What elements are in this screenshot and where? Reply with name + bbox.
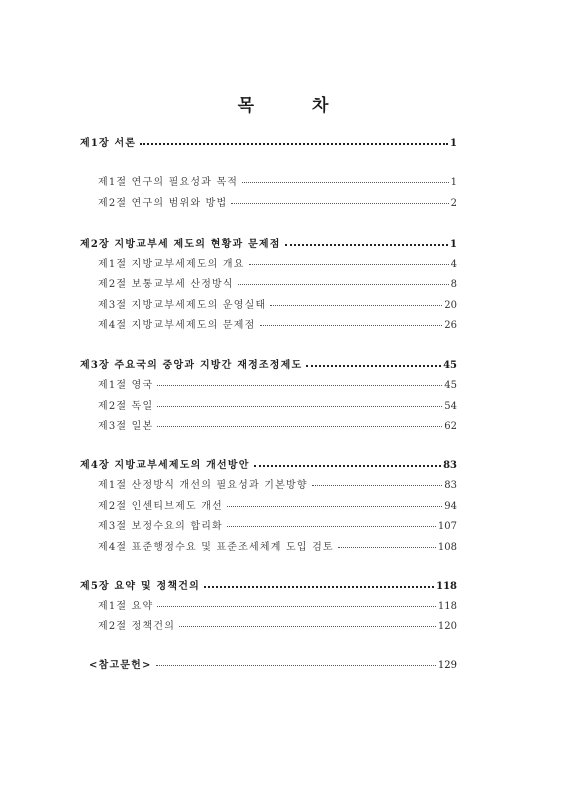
- page-number: 8: [450, 279, 457, 290]
- toc-section-3-1[interactable]: [98, 377, 457, 395]
- chapter-label: 제2장 지방교부세 제도의 현황과 문제점: [80, 239, 281, 250]
- leader-dots: [285, 243, 448, 246]
- section-label: 제1절 연구의 필요성과 목적: [98, 177, 239, 188]
- toc-references[interactable]: [89, 657, 457, 675]
- toc-section-3-2[interactable]: [98, 398, 457, 416]
- toc-chapter-3[interactable]: [80, 357, 457, 375]
- page-number: 54: [444, 401, 457, 412]
- page-number: 62: [444, 421, 457, 432]
- toc-section-4-1[interactable]: [98, 477, 457, 495]
- leader-dots: [157, 405, 442, 407]
- section-label: 제2절 인센티브제도 개선: [98, 501, 223, 512]
- page-number: 94: [444, 501, 457, 512]
- leader-dots: [254, 464, 442, 467]
- page-number: 118: [436, 581, 457, 592]
- section-label: 제3절 보정수요의 합리화: [98, 521, 223, 532]
- section-label: 제4절 지방교부세제도의 문제점: [98, 320, 256, 331]
- leader-dots: [140, 142, 448, 145]
- toc-section-1-2[interactable]: [98, 195, 457, 213]
- toc-chapter-4[interactable]: [80, 457, 457, 475]
- toc-section-4-2[interactable]: [98, 498, 457, 516]
- section-label: 제4절 표준행정수요 및 표준조세체계 도입 검토: [98, 542, 334, 553]
- references-label: <참고문헌>: [89, 660, 152, 671]
- page-number: 1: [450, 239, 457, 250]
- chapter-label: 제5장 요약 및 정책건의: [80, 581, 200, 592]
- page-number: 1: [450, 138, 457, 149]
- page-number: 4: [450, 259, 457, 270]
- leader-dots: [204, 585, 434, 588]
- leader-dots: [312, 484, 443, 486]
- section-label: 제3절 일본: [98, 421, 154, 432]
- section-label: 제2절 연구의 범위와 방법: [98, 198, 228, 209]
- toc-section-1-1[interactable]: [98, 174, 457, 192]
- page-number: 129: [437, 660, 457, 671]
- page-number: 83: [444, 480, 457, 491]
- toc-section-3-3[interactable]: [98, 418, 457, 436]
- leader-dots: [227, 505, 442, 507]
- toc-section-4-3[interactable]: [98, 518, 457, 536]
- leader-dots: [270, 304, 442, 306]
- page-number: 2: [450, 198, 457, 209]
- toc-chapter-5[interactable]: [80, 578, 457, 596]
- page-number: 120: [437, 621, 457, 632]
- leader-dots: [227, 525, 436, 527]
- toc-section-5-1[interactable]: [98, 598, 457, 616]
- page-number: 107: [437, 521, 457, 532]
- toc-section-2-2[interactable]: [98, 276, 457, 294]
- leader-dots: [157, 384, 442, 386]
- page-number: 1: [450, 177, 457, 188]
- leader-dots: [338, 546, 436, 548]
- leader-dots: [242, 181, 448, 183]
- page-number: 45: [444, 380, 457, 391]
- toc-section-4-4[interactable]: [98, 539, 457, 557]
- chapter-label: 제3장 주요국의 중앙과 지방간 재정조정제도: [80, 360, 303, 371]
- section-label: 제1절 영국: [98, 380, 154, 391]
- page-number: 83: [443, 460, 457, 471]
- page-number: 108: [437, 542, 457, 553]
- toc-section-2-4[interactable]: [98, 317, 457, 335]
- section-label: 제2절 정책건의: [98, 621, 176, 632]
- leader-dots: [231, 202, 448, 204]
- page-number: 26: [444, 320, 457, 331]
- chapter-label: 제1장 서론: [80, 138, 137, 149]
- chapter-label: 제4장 지방교부세제도의 개선방안: [80, 460, 250, 471]
- section-label: 제1절 산정방식 개선의 필요성과 기본방향: [98, 480, 308, 491]
- leader-dots: [157, 425, 442, 427]
- toc-chapter-1[interactable]: [80, 135, 457, 153]
- section-label: 제2절 보통교부세 산정방식: [98, 279, 234, 290]
- section-label: 제2절 독일: [98, 401, 154, 412]
- toc-section-2-3[interactable]: [98, 297, 457, 315]
- leader-dots: [179, 625, 436, 627]
- page-number: 20: [444, 300, 457, 311]
- leader-dots: [249, 263, 449, 265]
- leader-dots: [238, 283, 449, 285]
- section-label: 제3절 지방교부세제도의 운영실태: [98, 300, 267, 311]
- section-label: 제1절 요약: [98, 601, 154, 612]
- page-title: 목 차: [237, 96, 355, 116]
- leader-dots: [156, 664, 436, 666]
- page-number: 118: [437, 601, 457, 612]
- page-number: 45: [443, 360, 457, 371]
- leader-dots: [260, 324, 443, 326]
- toc-section-2-1[interactable]: [98, 256, 457, 274]
- toc-chapter-2[interactable]: [80, 236, 457, 254]
- section-label: 제1절 지방교부세제도의 개요: [98, 259, 245, 270]
- toc-section-5-2[interactable]: [98, 618, 457, 636]
- leader-dots: [306, 364, 441, 367]
- leader-dots: [157, 605, 436, 607]
